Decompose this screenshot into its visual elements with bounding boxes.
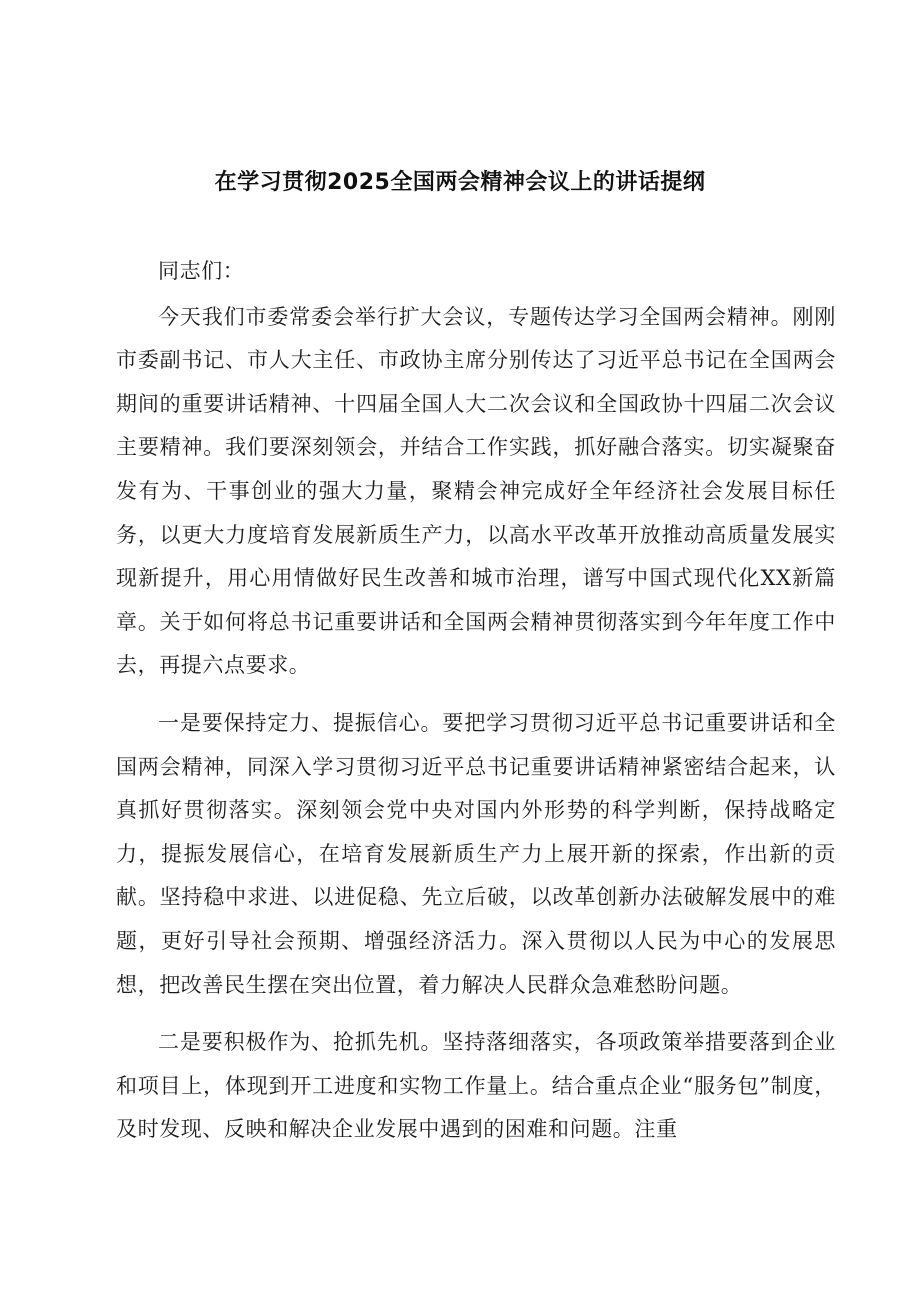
document-body (116, 250, 836, 1166)
paragraph-point-one: 一是要保持定力、提振信心。要把学习贯彻习近平总书记重要讲话和全国两会精神，同深入学习贯彻习近平总书记重要讲话精神紧密结合起来，认真抓好贯彻落实。深刻领会党中央对国内外形势的科学判断，保持战略定力，提振发展信心，在培育发展新质生产力上展开新的探索，作出新的贡献。坚持稳中求进、以进促稳、先立后破，以改革创新办法破解发展中的难题，更好引导社会预期、增强经济活力。深入贯彻以人民为中心的发展思想，把改善民生摆在突出位置，着力解决人民群众急难愁盼问题。 (116, 710, 836, 997)
document-title: 在学习贯彻2025全国两会精神会议上的讲话提纲 (214, 170, 706, 195)
paragraph-point-two: 二是要积极作为、抢抓先机。坚持落细落实，各项政策举措要落到企业和项目上，体现到开工进度和实物工作量上。结合重点企业“服务包”制度，及时发现、反映和解决企业发展中遇到的困难和问题。注重 (116, 1030, 836, 1142)
greeting: 同志们： (158, 259, 245, 283)
paragraph-intro: 今天我们市委常委会举行扩大会议，专题传达学习全国两会精神。刚刚市委副书记、市人大主任、市政协主席分别传达了习近平总书记在全国两会期间的重要讲话精神、十四届全国人大二次会议和全国政协十四届二次会议主要精神。我们要深刻领会，并结合工作实践，抓好融合落实。切实凝聚奋发有为、干事创业的强大力量，聚精会神完成好全年经济社会发展目标任务，以更大力度培育发展新质生产力，以高水平改革开放推动高质量发展实现新提升，用心用情做好民生改善和城市治理，谱写中国式现代化XX新篇章。关于如何将总书记重要讲话和全国两会精神贯彻落实到今年年度工作中去，再提六点要求。 (116, 304, 836, 678)
